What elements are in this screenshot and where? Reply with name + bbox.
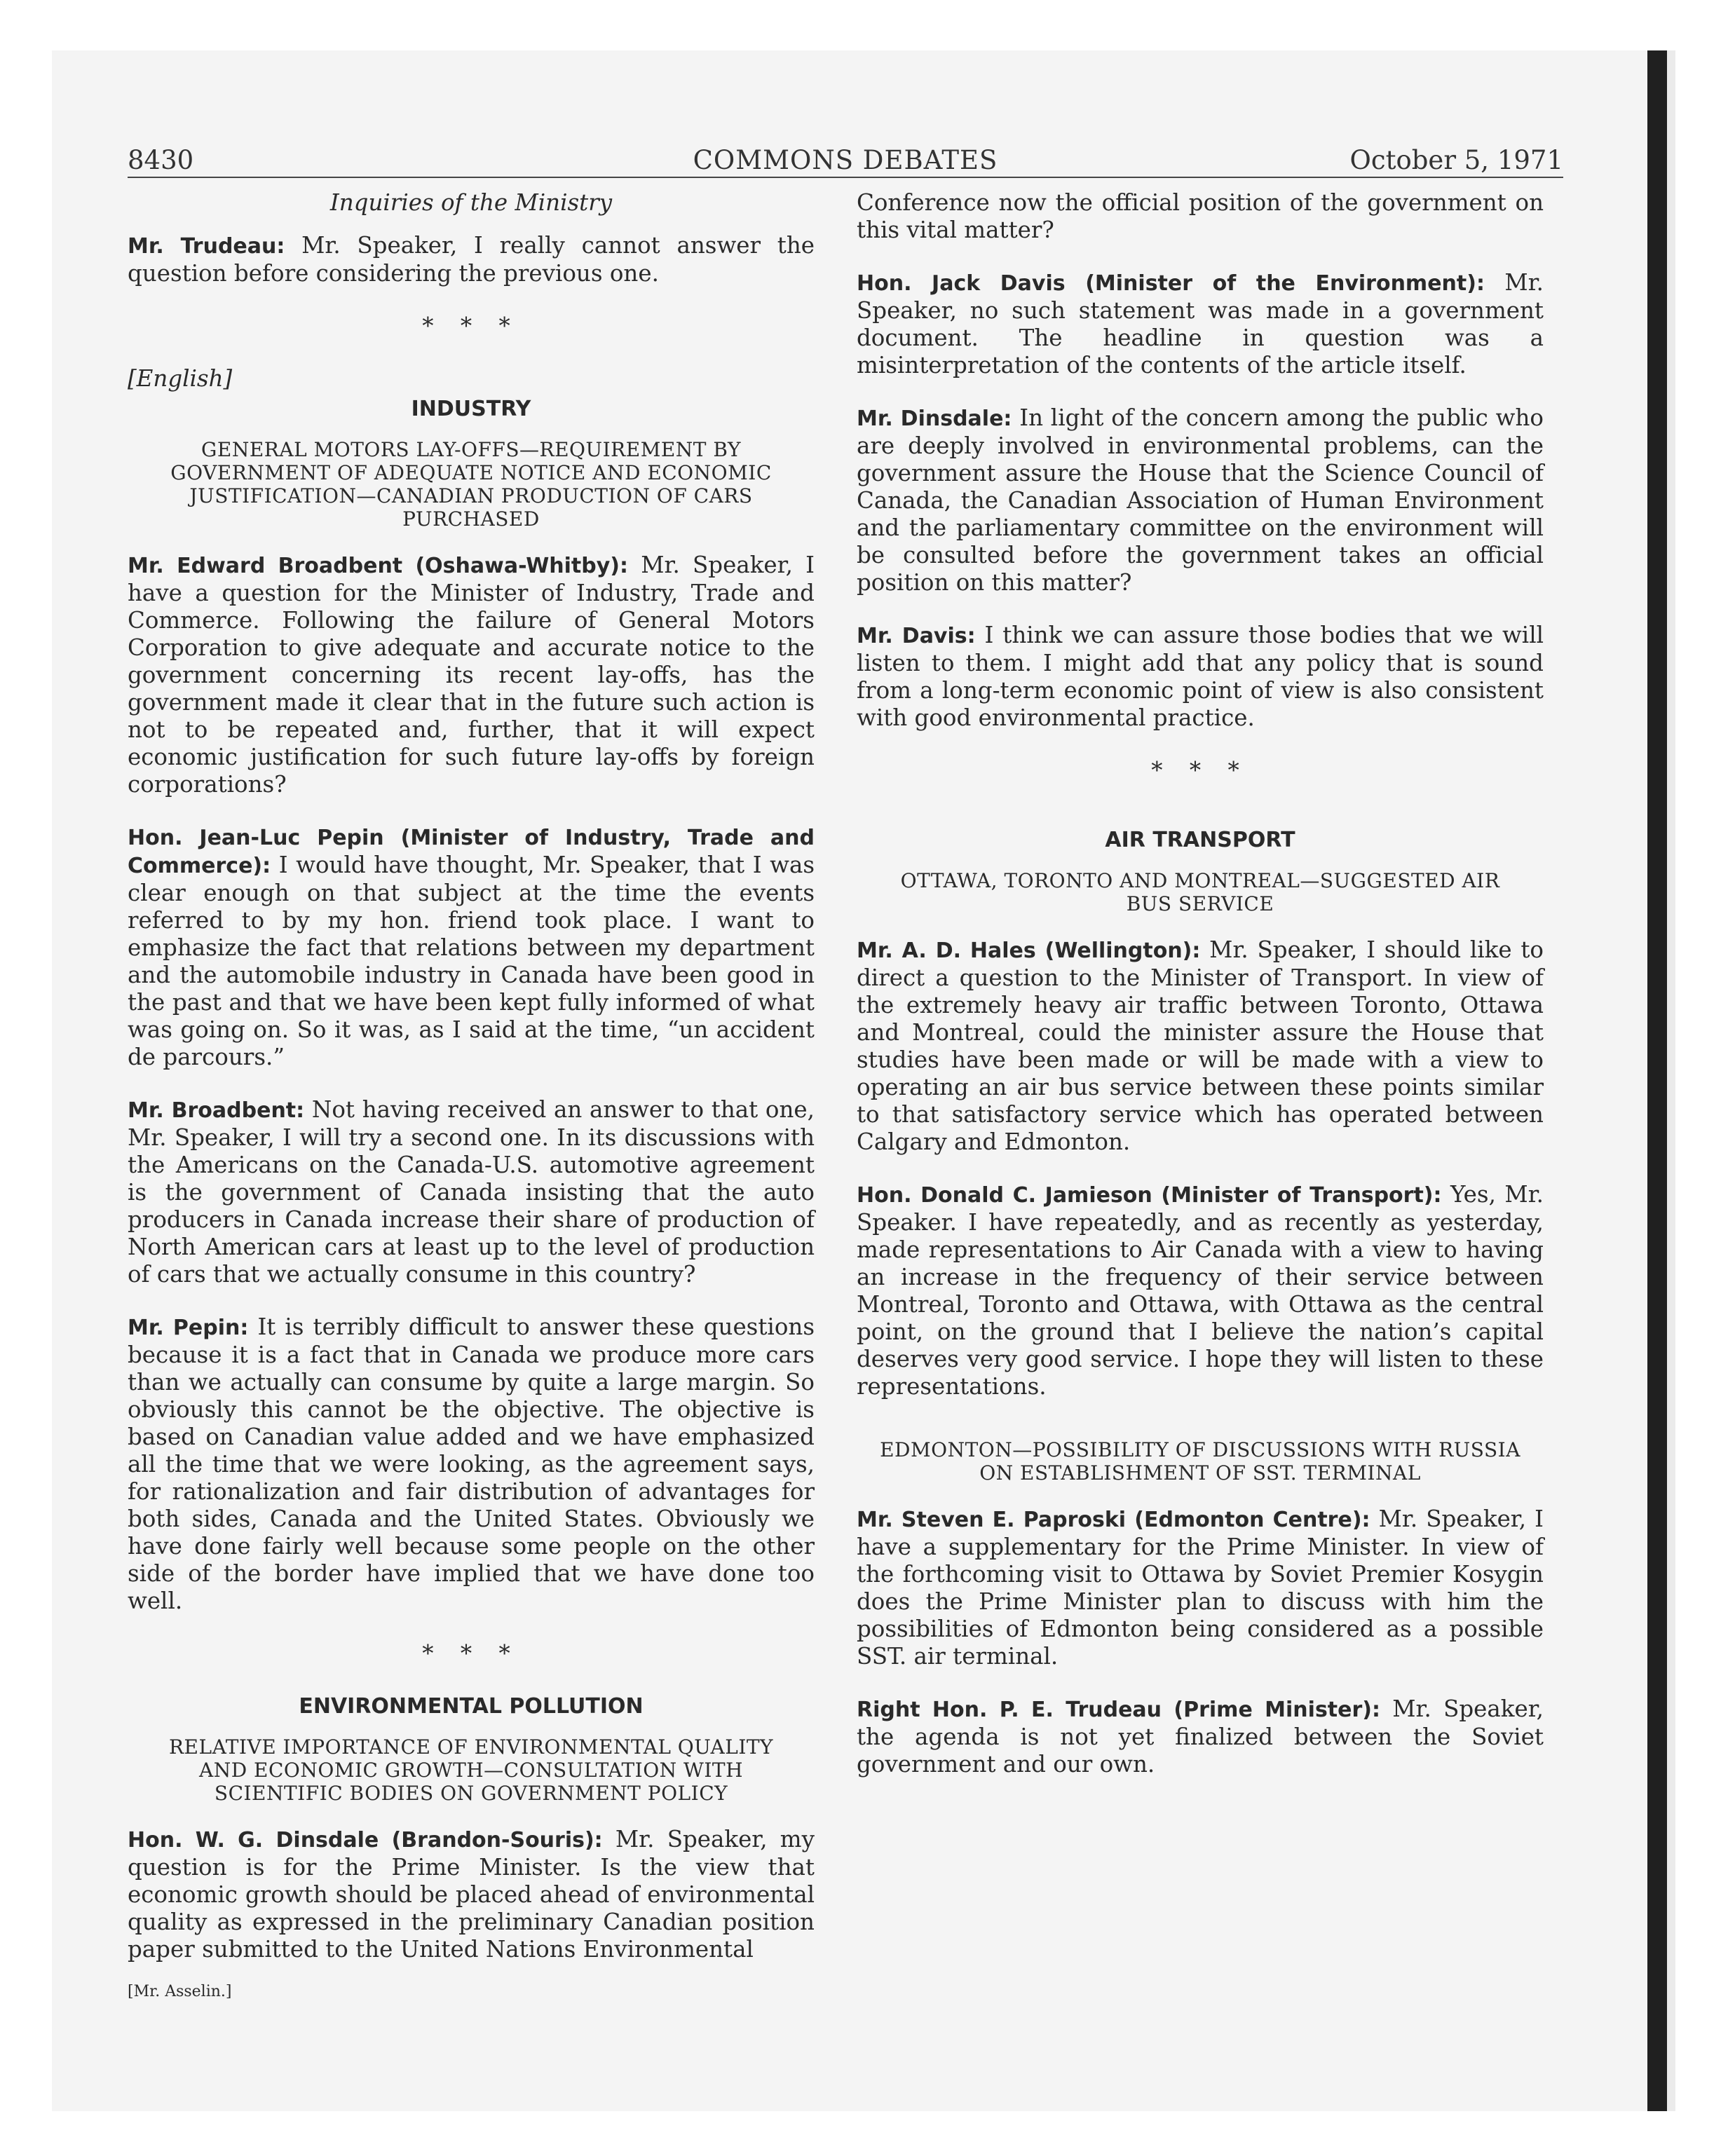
speaker-name: Mr. Steven E. Paproski (Edmonton Centre): <box>857 1508 1370 1532</box>
subheading: GENERAL MOTORS LAY-OFFS—REQUIREMENT BY GOVERNMENT OF ADEQUATE NOTICE AND ECONOMIC JUSTIFICATION—CANADIAN PRODUCTION OF CARS PURCHASED <box>170 438 772 531</box>
paragraph-text: Mr. Speaker, I have a question for the Minister of Industry, Trade and Commerce. Following the failure of General Motors Corporation to give adequate and accurate notice to the government concerning its recent lay-offs, has the government made it clear that in the future such action is not to be repeated and, further, that it will expect economic justification for such future lay-offs by foreign corporations? <box>128 552 815 798</box>
paragraph-text: Mr. Speaker, I have a supplementary for the Prime Minister. In view of the forthcoming visit to Ottawa by Soviet Premier Kosygin does the Prime Minister plan to discuss with him the possibilities of Edmonton being considered as a possible SST. air terminal. <box>857 1506 1544 1670</box>
paragraph <box>128 824 815 1071</box>
paragraph <box>857 1696 1544 1778</box>
paragraph <box>128 232 815 287</box>
header-date: October 5, 1971 <box>1349 145 1563 175</box>
paragraph <box>128 552 815 798</box>
speaker-name: Mr. Davis: <box>857 624 976 648</box>
paragraph <box>128 1314 815 1615</box>
left-column <box>128 189 815 2003</box>
publication-title: COMMONS DEBATES <box>693 145 998 175</box>
page-header <box>128 144 1563 178</box>
speaker-name: Mr. Dinsdale: <box>857 407 1012 431</box>
paragraph-text: Yes, Mr. Speaker. I have repeatedly, and as recently as yesterday, made representations to Air Canada with a view to having an increase in the frequency of their service between Montreal, Toronto and Ottawa, with Ottawa as the central point, on the ground that I believe the nation’s capital deserves very good service. I hope they will listen to these representations. <box>857 1181 1544 1400</box>
paragraph-text: Mr. Speaker, I really cannot answer the question before considering the previous one. <box>128 232 815 287</box>
section-heading: AIR TRANSPORT <box>1105 828 1295 852</box>
subheading: OTTAWA, TORONTO AND MONTREAL—SUGGESTED AIR BUS SERVICE <box>900 869 1500 915</box>
paragraph <box>857 189 1544 244</box>
paragraph-text: Mr. Speaker, the agenda is not yet finalized between the Soviet government and our own. <box>857 1696 1544 1778</box>
speaker-name: Mr. Edward Broadbent (Oshawa-Whitby): <box>128 554 629 578</box>
paragraph <box>857 1506 1544 1670</box>
paragraph <box>128 1096 815 1288</box>
subheading: RELATIVE IMPORTANCE OF ENVIRONMENTAL QUALITY AND ECONOMIC GROWTH—CONSULTATION WITH SCIENTIFIC BODIES ON GOVERNMENT POLICY <box>168 1735 774 1805</box>
footnote: [Mr. Asselin.] <box>128 1983 232 2000</box>
paragraph-text: Mr. Speaker, I should like to direct a question to the Minister of Transport. In view of the extremely heavy air traffic between Toronto, Ottawa and Montreal, could the minister assure the House that studies have been made or will be made with a view to operating an air bus service between these points similar to that satisfactory service which has operated between Calgary and Edmonton. <box>857 936 1544 1155</box>
running-head: Inquiries of the Ministry <box>329 189 613 216</box>
speaker-name: Mr. Trudeau: <box>128 234 285 259</box>
section-separator: * * * <box>1151 757 1249 784</box>
speaker-name: Hon. Donald C. Jamieson (Minister of Transport): <box>857 1183 1442 1208</box>
paragraph-text: Conference now the official position of the government on this vital matter? <box>857 189 1544 243</box>
paragraph-text: Mr. Speaker, my question is for the Prime Minister. Is the view that economic growth should be placed ahead of environmental quality as expressed in the preliminary Canadian position paper submitted to the United Nations Environmental <box>128 1826 815 1963</box>
paragraph <box>857 269 1544 379</box>
speaker-name: Hon. Jack Davis (Minister of the Environment): <box>857 271 1485 296</box>
paragraph-text: I think we can assure those bodies that we will listen to them. I might add that any policy that is sound from a long-term economic point of view is also consistent with good environmental practice. <box>857 622 1544 731</box>
section-separator: * * * <box>422 313 520 339</box>
page-number: 8430 <box>128 145 194 175</box>
speaker-name: Mr. Broadbent: <box>128 1098 305 1123</box>
speaker-name: Mr. Pepin: <box>128 1316 249 1340</box>
paragraph <box>128 1826 815 1963</box>
paragraph-text: Not having received an answer to that one, Mr. Speaker, I will try a second one. In its discussions with the Americans on the Canada-U.S. automotive agreement is the government of Canada insisting that the auto producers in Canada increase their share of production of North American cars at least up to the level of production of cars that we actually consume in this country? <box>128 1096 815 1288</box>
paragraph <box>857 622 1544 732</box>
paragraph-text: It is terribly difficult to answer these questions because it is a fact that in Canada we produce more cars than we actually can consume by quite a large margin. So obviously this cannot be the objective. The objective is based on Canadian value added and we have emphasized all the time that we were looking, as the agreement says, for rationalization and fair distribution of advantages for both sides, Canada and the United States. Obviously we have done fairly well because some people on the other side of the border have implied that we have done too well. <box>128 1314 815 1614</box>
section-separator: * * * <box>422 1640 520 1667</box>
speaker-name: Hon. Jean-Luc Pepin (Minister of Industry, Trade and Commerce): <box>128 826 815 878</box>
language-marker: [English] <box>128 365 233 392</box>
speaker-name: Hon. W. G. Dinsdale (Brandon-Souris): <box>128 1828 603 1853</box>
section-heading: ENVIRONMENTAL POLLUTION <box>299 1694 644 1719</box>
paragraph-text: I would have thought, Mr. Speaker, that I was clear enough on that subject at the time the events referred to by my hon. friend took place. I want to emphasize the fact that relations between my department and the automobile industry in Canada have been good in the past and that we have been kept fully informed of what was going on. So it was, as I said at the time, “un accident de parcours.” <box>128 852 815 1070</box>
scan-edge <box>1647 50 1667 2111</box>
right-column <box>857 189 1544 1803</box>
section-heading: INDUSTRY <box>411 397 531 421</box>
paragraph-text: In light of the concern among the public who are deeply involved in environmental problems, can the government assure the House that the Science Council of Canada, the Canadian Association of Human Environment and the parliamentary committee on the environment will be consulted before the government takes an official position on this matter? <box>857 404 1544 596</box>
paragraph <box>857 1181 1544 1400</box>
speaker-name: Mr. A. D. Hales (Wellington): <box>857 939 1201 963</box>
speaker-name: Right Hon. P. E. Trudeau (Prime Minister): <box>857 1698 1380 1722</box>
subheading: EDMONTON—POSSIBILITY OF DISCUSSIONS WITH RUSSIA ON ESTABLISHMENT OF SST. TERMINAL <box>880 1438 1520 1485</box>
paragraph <box>857 404 1544 596</box>
paragraph <box>857 936 1544 1156</box>
paragraph-text: Mr. Speaker, no such statement was made in a government document. The headline in question was a misinterpretation of the contents of the article itself. <box>857 269 1544 378</box>
